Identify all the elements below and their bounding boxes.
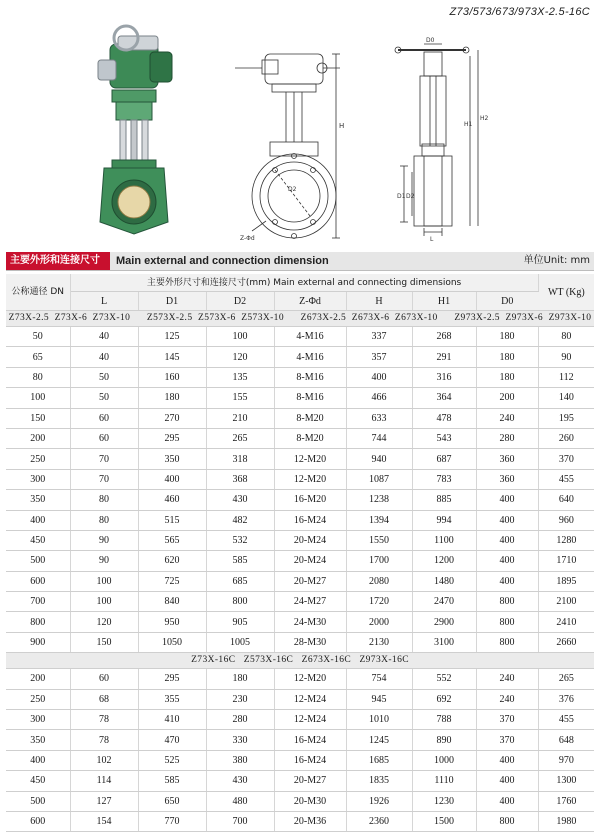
section-title-en: Main external and connection dimension (116, 255, 329, 267)
table-cell: 450 (6, 771, 70, 791)
table-cell: 80 (70, 490, 138, 510)
table-cell: 450 (6, 530, 70, 550)
table-cell: 370 (538, 449, 594, 469)
table-cell: 585 (206, 551, 274, 571)
table-cell: 50 (6, 327, 70, 347)
table-cell: 1710 (538, 551, 594, 571)
label-d2-side: D2 (406, 193, 415, 200)
table-cell: 1685 (346, 750, 412, 770)
column-header: H1 (412, 292, 476, 311)
table-cell: 1230 (412, 791, 476, 811)
table-cell: 994 (412, 510, 476, 530)
table-cell: 1200 (412, 551, 476, 571)
table-cell: 12-M24 (274, 689, 346, 709)
table-cell: 114 (70, 771, 138, 791)
column-header: D1 (138, 292, 206, 311)
table-cell: 180 (476, 347, 538, 367)
table-cell: 478 (412, 408, 476, 428)
table-cell: 50 (70, 388, 138, 408)
table-cell: 470 (138, 730, 206, 750)
table-cell: 376 (538, 689, 594, 709)
table-cell: 525 (138, 750, 206, 770)
table-cell: 455 (538, 710, 594, 730)
table-cell: 260 (538, 428, 594, 448)
table-cell: 337 (346, 327, 412, 347)
table-cell: 466 (346, 388, 412, 408)
table-cell: 3100 (412, 632, 476, 652)
table-cell: 16-M24 (274, 730, 346, 750)
table-cell: 265 (538, 669, 594, 689)
table-row (6, 710, 594, 730)
table-cell: 400 (476, 571, 538, 591)
table-cell: 960 (538, 510, 594, 530)
table-cell: 265 (206, 428, 274, 448)
table-row (6, 730, 594, 750)
table-cell: 1835 (346, 771, 412, 791)
table-cell: 180 (206, 669, 274, 689)
label-z-d: Z-Φd (240, 235, 255, 242)
table-cell: 80 (538, 327, 594, 347)
table-cell: 40 (70, 327, 138, 347)
table-cell: 430 (206, 771, 274, 791)
table-cell: 90 (70, 551, 138, 571)
table-cell: 482 (206, 510, 274, 530)
table-cell: 400 (138, 469, 206, 489)
table-cell: 600 (6, 811, 70, 831)
model-group-label: Z73X-2.5 Z73X-6 Z73X-10 Z573X-2.5 Z573X-6 Z573X-10 Z673X-2.5 Z673X-6 Z673X-10 Z973X-2.5 Z973X-6 Z973X-10 (6, 311, 594, 327)
table-cell: 1238 (346, 490, 412, 510)
table-cell: 200 (6, 669, 70, 689)
table-cell: 2660 (538, 632, 594, 652)
table-cell: 1480 (412, 571, 476, 591)
table-cell: 20-M27 (274, 771, 346, 791)
table-cell: 364 (412, 388, 476, 408)
table-row (6, 530, 594, 550)
section-title-cn: 主要外形和连接尺寸 (6, 252, 110, 270)
table-cell: 1280 (538, 530, 594, 550)
table-cell: 1087 (346, 469, 412, 489)
table-cell: 788 (412, 710, 476, 730)
table-cell: 120 (70, 612, 138, 632)
table-cell: 380 (206, 750, 274, 770)
table-cell: 120 (206, 347, 274, 367)
table-cell: 1300 (538, 771, 594, 791)
table-cell: 725 (138, 571, 206, 591)
table-cell: 200 (6, 428, 70, 448)
table-cell: 400 (476, 510, 538, 530)
table-cell: 78 (70, 730, 138, 750)
table-cell: 127 (70, 791, 138, 811)
figures-area (0, 16, 600, 242)
table-cell: 368 (206, 469, 274, 489)
table-row (6, 408, 594, 428)
table-cell: 2410 (538, 612, 594, 632)
table-cell: 1980 (538, 811, 594, 831)
table-cell: 90 (538, 347, 594, 367)
table-row (6, 612, 594, 632)
table-cell: 2000 (346, 612, 412, 632)
table-cell: 360 (476, 449, 538, 469)
table-cell: 1005 (206, 632, 274, 652)
table-cell: 4-M16 (274, 347, 346, 367)
table-cell: 350 (138, 449, 206, 469)
table-cell: 20-M24 (274, 530, 346, 550)
table-cell: 460 (138, 490, 206, 510)
table-cell: 1110 (412, 771, 476, 791)
table-cell: 770 (138, 811, 206, 831)
table-cell: 800 (6, 612, 70, 632)
table-row (6, 510, 594, 530)
table-cell: 783 (412, 469, 476, 489)
table-cell: 360 (476, 469, 538, 489)
table-cell: 240 (476, 408, 538, 428)
table-cell: 2100 (538, 592, 594, 612)
table-cell: 270 (138, 408, 206, 428)
table-cell: 350 (6, 490, 70, 510)
table-cell: 300 (6, 710, 70, 730)
table-cell: 250 (6, 449, 70, 469)
table-cell: 455 (538, 469, 594, 489)
table-cell: 754 (346, 669, 412, 689)
table-cell: 744 (346, 428, 412, 448)
table-cell: 650 (138, 791, 206, 811)
table-cell: 60 (70, 428, 138, 448)
table-cell: 28-M30 (274, 632, 346, 652)
table-cell: 200 (476, 388, 538, 408)
table-cell: 150 (70, 632, 138, 652)
table-cell: 70 (70, 449, 138, 469)
table-cell: 1245 (346, 730, 412, 750)
table-cell: 4-M16 (274, 327, 346, 347)
table-cell: 640 (538, 490, 594, 510)
table-cell: 1720 (346, 592, 412, 612)
table-cell: 400 (476, 490, 538, 510)
table-cell: 100 (70, 571, 138, 591)
table-cell: 20-M24 (274, 551, 346, 571)
table-cell: 800 (476, 632, 538, 652)
table-cell: 685 (206, 571, 274, 591)
table-cell: 890 (412, 730, 476, 750)
table-cell: 2360 (346, 811, 412, 831)
table-cell: 300 (6, 469, 70, 489)
table-cell: 945 (346, 689, 412, 709)
column-header: D2 (206, 292, 274, 311)
table-cell: 100 (6, 388, 70, 408)
table-row (6, 388, 594, 408)
model-group-label: Z73X-16C Z573X-16C Z673X-16C Z973X-16C (6, 653, 594, 669)
table-row (6, 632, 594, 652)
table-cell: 885 (412, 490, 476, 510)
table-cell: 230 (206, 689, 274, 709)
table-cell: 8-M20 (274, 428, 346, 448)
table-cell: 400 (6, 750, 70, 770)
table-cell: 480 (206, 791, 274, 811)
table-cell: 1010 (346, 710, 412, 730)
table-cell: 800 (476, 592, 538, 612)
table-cell: 40 (70, 347, 138, 367)
table-cell: 135 (206, 367, 274, 387)
table-cell: 180 (476, 367, 538, 387)
table-cell: 20-M36 (274, 811, 346, 831)
table-cell: 140 (538, 388, 594, 408)
model-code: Z73/573/673/973X-2.5-16C (449, 6, 590, 18)
table-cell: 100 (70, 592, 138, 612)
table-cell: 145 (138, 347, 206, 367)
table-cell: 24-M30 (274, 612, 346, 632)
table-cell: 8-M16 (274, 367, 346, 387)
table-cell: 150 (6, 408, 70, 428)
label-h: H (339, 122, 345, 130)
table-row (6, 367, 594, 387)
table-cell: 16-M20 (274, 490, 346, 510)
table-cell: 950 (138, 612, 206, 632)
label-h2: H2 (480, 115, 489, 122)
table-cell: 16-M24 (274, 510, 346, 530)
front-view-drawing (235, 54, 340, 239)
table-cell: 940 (346, 449, 412, 469)
table-cell: 692 (412, 689, 476, 709)
table-cell: 8-M20 (274, 408, 346, 428)
table-cell: 1394 (346, 510, 412, 530)
table-cell: 80 (70, 510, 138, 530)
table-cell: 12-M20 (274, 669, 346, 689)
table-cell: 543 (412, 428, 476, 448)
table-cell: 60 (70, 669, 138, 689)
table-cell: 400 (476, 771, 538, 791)
table-cell: 1500 (412, 811, 476, 831)
table-cell: 240 (476, 669, 538, 689)
side-view-drawing (395, 44, 478, 236)
table-cell: 1550 (346, 530, 412, 550)
table-cell: 700 (6, 592, 70, 612)
table-row (6, 791, 594, 811)
label-l: L (430, 236, 434, 242)
table-cell: 70 (70, 469, 138, 489)
table-cell: 400 (476, 791, 538, 811)
table-cell: 12-M20 (274, 449, 346, 469)
table-cell: 600 (6, 571, 70, 591)
table-cell: 370 (476, 730, 538, 750)
table-cell: 400 (346, 367, 412, 387)
table-cell: 8-M16 (274, 388, 346, 408)
column-header: H (346, 292, 412, 311)
table-cell: 1700 (346, 551, 412, 571)
table-cell: 90 (70, 530, 138, 550)
table-row (6, 771, 594, 791)
table-cell: 840 (138, 592, 206, 612)
table-cell: 620 (138, 551, 206, 571)
table-cell: 240 (476, 689, 538, 709)
table-cell: 78 (70, 710, 138, 730)
table-cell: 16-M24 (274, 750, 346, 770)
table-cell: 410 (138, 710, 206, 730)
table-cell: 565 (138, 530, 206, 550)
table-cell: 154 (70, 811, 138, 831)
table-cell: 295 (138, 669, 206, 689)
table-cell: 2130 (346, 632, 412, 652)
column-header: L (70, 292, 138, 311)
table-row (6, 449, 594, 469)
table-cell: 1100 (412, 530, 476, 550)
table-cell: 12-M24 (274, 710, 346, 730)
table-cell: 905 (206, 612, 274, 632)
table-cell: 80 (6, 367, 70, 387)
table-cell: 585 (138, 771, 206, 791)
table-cell: 112 (538, 367, 594, 387)
table-cell: 633 (346, 408, 412, 428)
table-row (6, 428, 594, 448)
table-cell: 400 (476, 530, 538, 550)
table-cell: 50 (70, 367, 138, 387)
table-row (6, 327, 594, 347)
table-cell: 12-M20 (274, 469, 346, 489)
table-row (6, 469, 594, 489)
valve-photo (98, 26, 172, 234)
label-d2: D2 (288, 186, 297, 193)
table-cell: 100 (206, 327, 274, 347)
table-cell: 800 (476, 811, 538, 831)
table-cell: 357 (346, 347, 412, 367)
table-cell: 20-M27 (274, 571, 346, 591)
section-header (6, 252, 594, 271)
table-cell: 24-M27 (274, 592, 346, 612)
table-row (6, 490, 594, 510)
table-cell: 400 (6, 510, 70, 530)
unit-label: 单位Unit: mm (523, 255, 590, 266)
table-cell: 800 (476, 612, 538, 632)
table-cell: 210 (206, 408, 274, 428)
table-cell: 355 (138, 689, 206, 709)
table-cell: 2080 (346, 571, 412, 591)
table-cell: 532 (206, 530, 274, 550)
table-cell: 970 (538, 750, 594, 770)
table-cell: 195 (538, 408, 594, 428)
table-cell: 1760 (538, 791, 594, 811)
table-cell: 68 (70, 689, 138, 709)
table-cell: 65 (6, 347, 70, 367)
table-cell: 280 (206, 710, 274, 730)
table-cell: 60 (70, 408, 138, 428)
table-cell: 280 (476, 428, 538, 448)
table-row (6, 811, 594, 831)
table-cell: 1000 (412, 750, 476, 770)
table-cell: 1895 (538, 571, 594, 591)
table-cell: 291 (412, 347, 476, 367)
dimension-table (6, 274, 594, 832)
table-cell: 330 (206, 730, 274, 750)
figures-svg (0, 16, 600, 242)
table-cell: 20-M30 (274, 791, 346, 811)
table-cell: 515 (138, 510, 206, 530)
table-cell: 155 (206, 388, 274, 408)
table-cell: 125 (138, 327, 206, 347)
table-cell: 160 (138, 367, 206, 387)
table-row (6, 750, 594, 770)
table-cell: 318 (206, 449, 274, 469)
table-cell: 500 (6, 791, 70, 811)
label-d1: D1 (397, 193, 406, 200)
table-cell: 102 (70, 750, 138, 770)
wt-header: WT (Kg) (538, 274, 594, 311)
table-cell: 1926 (346, 791, 412, 811)
table-cell: 800 (206, 592, 274, 612)
table-cell: 180 (476, 327, 538, 347)
table-row (6, 551, 594, 571)
table-cell: 1050 (138, 632, 206, 652)
table-row (6, 689, 594, 709)
group-header: 主要外形尺寸和连接尺寸(mm) Main external and connecting dimensions (70, 274, 538, 292)
label-d0: D0 (426, 37, 435, 44)
table-cell: 250 (6, 689, 70, 709)
table-cell: 400 (476, 551, 538, 571)
table-row (6, 669, 594, 689)
table-cell: 295 (138, 428, 206, 448)
table-cell: 900 (6, 632, 70, 652)
table-row (6, 347, 594, 367)
column-header: D0 (476, 292, 538, 311)
table-row (6, 571, 594, 591)
dn-header: 公称通径 DN (6, 274, 70, 311)
table-cell: 648 (538, 730, 594, 750)
table-cell: 370 (476, 710, 538, 730)
table-cell: 500 (6, 551, 70, 571)
table-cell: 316 (412, 367, 476, 387)
table-cell: 552 (412, 669, 476, 689)
table-cell: 430 (206, 490, 274, 510)
table-cell: 268 (412, 327, 476, 347)
table-cell: 180 (138, 388, 206, 408)
table-cell: 400 (476, 750, 538, 770)
label-h1: H1 (464, 121, 473, 128)
table-cell: 350 (6, 730, 70, 750)
table-cell: 687 (412, 449, 476, 469)
table-row (6, 592, 594, 612)
column-header: Z-Φd (274, 292, 346, 311)
table-cell: 2470 (412, 592, 476, 612)
table-cell: 700 (206, 811, 274, 831)
table-cell: 2900 (412, 612, 476, 632)
